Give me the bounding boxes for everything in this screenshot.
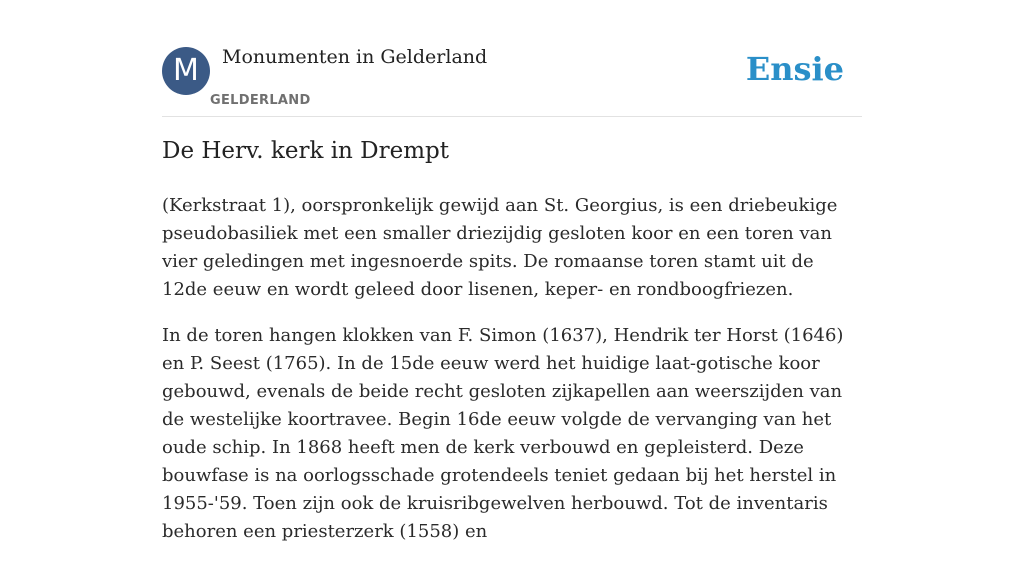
ensie-logo[interactable]: Ensie (745, 50, 844, 88)
category-label[interactable]: GELDERLAND (210, 93, 311, 108)
paragraph: In de toren hangen klokken van F. Simon (1637), Hendrik ter Horst (1646) en P. Seest (1765). In de 15de eeuw werd het huidige laat-gotische koor gebouwd, evenals de beide recht gesloten zijkapellen aan weerszijden van de westelijke koortravee. Begin 16de eeuw volgde de vervanging van het oude schip. In 1868 heeft men de kerk verbouwd en gepleisterd. Deze bouwfase is na oorlogsschade grotendeels teniet gedaan bij het herstel in 1955-'59. Toen zijn ook de kruisribgewelven herbouwd. Tot de inventaris behoren een priesterzerk (1558) en (162, 325, 844, 542)
source-title[interactable]: Monumenten in Gelderland (222, 46, 488, 68)
avatar[interactable]: M (162, 47, 210, 95)
header (162, 46, 862, 117)
paragraph: (Kerkstraat 1), oorspronkelijk gewijd aan St. Georgius, is een driebeukige pseudobasiliek met een smaller driezijdig gesloten koor en een toren van vier geledingen met ingesnoerde spits. De romaanse toren stamt uit de 12de eeuw en wordt geleed door lisenen, keper- en rondboogfriezen. (162, 195, 838, 300)
article-body (162, 192, 862, 564)
article-title: De Herv. kerk in Drempt (162, 138, 450, 164)
